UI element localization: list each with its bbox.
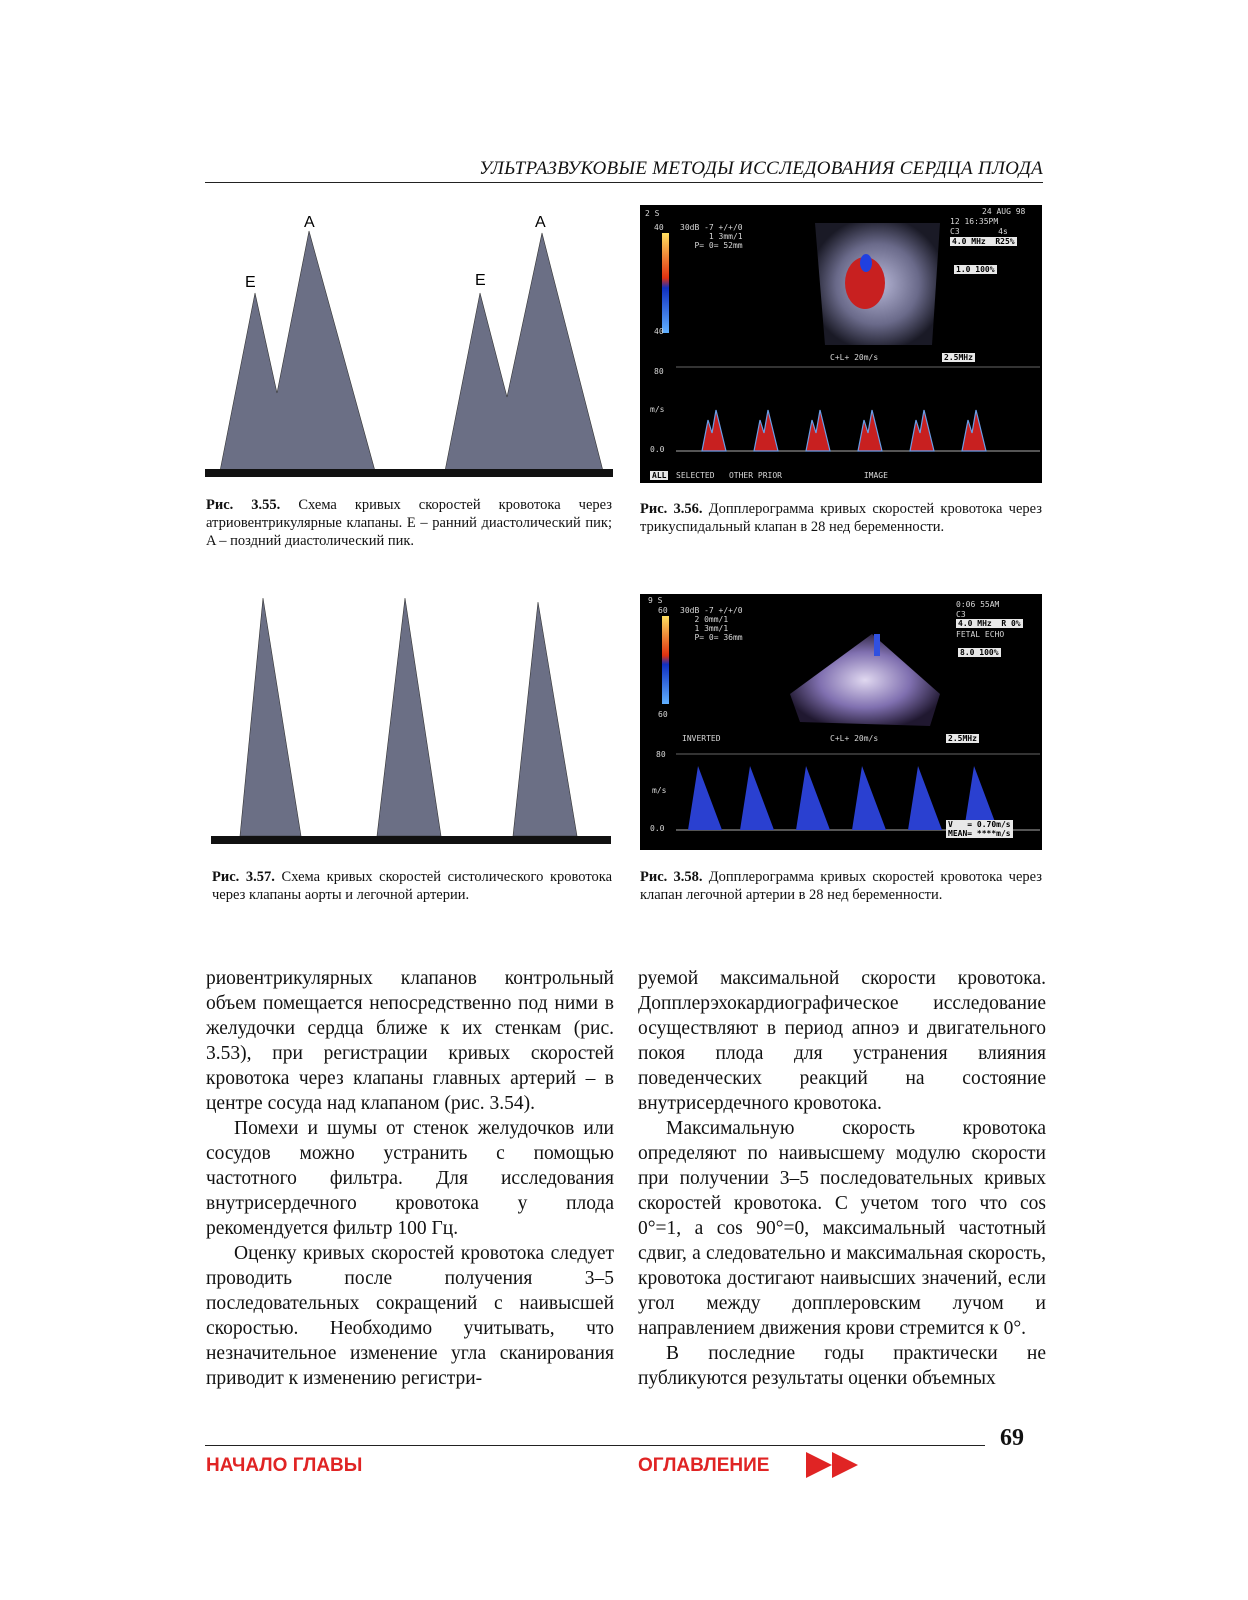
status-all-box: ALL [652, 471, 667, 480]
velocity-readout-box: V = 0.70m/s MEAN= ****m/s [948, 820, 1011, 838]
axis-unit-label: m/s [650, 405, 665, 414]
body-paragraph: риовентрикулярных клапанов контрольный объем помещается непосредственно под ними в желудочки сердца ближе к их стенкам (рис. 3.53), при регистрации кривых скоростей кровотока через клапаны главных артерий – в центре сосуда над клапаном (рис. 3.54). [206, 968, 614, 1114]
axis-top-label: 80 [654, 367, 664, 376]
status-line: SELECTED OTHER PRIOR IMAGE [676, 471, 888, 480]
header-rule [205, 182, 1043, 183]
caption-fig-3-58-text: Допплерограмма кривых скоростей кровотока через клапан легочной артерии в 28 нед беременности. [640, 869, 1042, 903]
footer-rule [205, 1445, 985, 1446]
scale-bottom-label: 40 [654, 327, 664, 336]
systolic-waveform-1 [240, 598, 301, 836]
ev-waveform-2 [445, 233, 603, 471]
caption-fig-3-58 [640, 868, 1042, 904]
caption-fig-3-55-text: Схема кривых скоростей кровотока через атриовентрикулярные клапаны. E – ранний диастолический пик; A – поздний диастолический пик. [206, 497, 612, 549]
acquisition-params: 30dB -7 +/+/0 2 0mm/1 1 3mm/1 P= 0= 36mm [680, 606, 743, 642]
scale-bottom-label: 60 [658, 710, 668, 719]
figure-3-57-diagram [205, 596, 615, 844]
ratio-box: 1.0 100% [956, 265, 995, 274]
axis-unit-label: m/s [652, 786, 667, 795]
frequency-box: 4.0 MHz R25% [952, 237, 1015, 246]
contents-link[interactable]: ОГЛАВЛЕНИЕ [638, 1455, 770, 1476]
body-column-left [206, 966, 614, 1391]
ratio-box: 8.0 100% [960, 648, 999, 657]
axis-top-label: 80 [656, 750, 666, 759]
cl-label: C+L+ 20m/s [830, 353, 879, 362]
time-readout: 12 16:35PM [950, 217, 999, 226]
label-a-2: A [535, 214, 546, 231]
ev-waveform-1 [220, 231, 375, 471]
chapter-start-link[interactable]: НАЧАЛО ГЛАВЫ [206, 1455, 363, 1476]
caption-fig-3-56-number: Рис. 3.56. [640, 501, 703, 517]
figure-3-56-doppler-screen [640, 205, 1042, 483]
figure-3-55-diagram [205, 205, 615, 477]
caption-fig-3-55 [206, 496, 612, 550]
baseline-bar [211, 836, 611, 844]
body-paragraph: руемой максимальной скорости кровотока. Допплерэхокардиографическое исследование осуществляют в период апноэ и двигательного покоя плода для устранения влияния поведенческих реакций на состояние внутрисердечного кровотока. [638, 968, 1046, 1114]
caption-fig-3-57-number: Рис. 3.57. [212, 869, 275, 885]
caption-fig-3-57-text: Схема кривых скоростей систолического кровотока через клапаны аорты и легочной артерии. [212, 869, 613, 903]
date-readout: 24 AUG 98 [982, 207, 1026, 216]
axis-zero-label: 0.0 [650, 824, 665, 833]
scale-top-label: 40 [654, 223, 664, 232]
time-readout: 0:06 55AM [956, 600, 1000, 609]
preset-label: FETAL ECHO [956, 630, 1005, 639]
baseline-bar [205, 469, 613, 477]
inverted-label: INVERTED [682, 734, 721, 743]
color-flow-blue [860, 254, 872, 272]
color-scale-bar [662, 616, 669, 704]
caption-fig-3-57 [212, 868, 612, 904]
caption-fig-3-56 [640, 500, 1042, 536]
body-paragraph: Помехи и шумы от стенок желудочков или сосудов можно устранить с помощью частотного фильтра. Для исследования внутрисердечного кровотока у плода рекомендуется фильтр 100 Гц. [206, 1118, 614, 1239]
body-paragraph: Максимальную скорость кровотока определяют по наивысшему модулю скорости при получении 3–5 последовательных кривых скоростей кровотока. С учетом того что cos 0°=1, а cos 90°=0, максимальный частотный сдвиг, а следовательно и максимальная скорость, кровотока достигают наивысших значений, если угол между допплеровским лучом и направлением движения крови стремится к 0°. [638, 1118, 1046, 1339]
figure-3-58-doppler-screen [640, 594, 1042, 850]
acquisition-params: 30dB -7 +/+/0 1 3mm/1 P= 0= 52mm [680, 223, 743, 250]
caption-fig-3-58-number: Рис. 3.58. [640, 869, 703, 885]
caption-fig-3-55-number: Рис. 3.55. [206, 497, 281, 513]
doppler-frequency-box: 2.5MHz [944, 353, 973, 362]
body-paragraph: Оценку кривых скоростей кровотока следует проводить после получения 3–5 последовательных сокращений с наивысшей скоростью. Необходимо учитывать, что незначительное изменение угла сканирования приводит к изменению регистри- [206, 1243, 614, 1389]
caption-fig-3-56-text: Допплерограмма кривых скоростей кровотока через трикуспидальный клапан в 28 нед беременности. [640, 501, 1042, 535]
label-a-1: A [304, 214, 315, 231]
probe-info: C3 4s [950, 227, 1008, 236]
axis-zero-label: 0.0 [650, 445, 665, 454]
label-e-1: E [245, 274, 256, 291]
scale-top-label: 60 [658, 606, 668, 615]
cl-label: C+L+ 20m/s [830, 734, 879, 743]
probe-label: 2 S [645, 209, 660, 218]
body-column-right [638, 966, 1046, 1391]
probe-label: 9 S [648, 596, 663, 605]
running-head: УЛЬТРАЗВУКОВЫЕ МЕТОДЫ ИССЛЕДОВАНИЯ СЕРДЦА ПЛОДА [479, 158, 1043, 179]
forward-arrows-icon[interactable] [806, 1452, 862, 1478]
color-scale-bar [662, 233, 669, 333]
systolic-waveform-2 [377, 598, 441, 836]
page-number: 69 [1000, 1425, 1024, 1451]
frequency-box: 4.0 MHz R 0% [958, 619, 1021, 628]
color-flow-jet [874, 634, 880, 656]
doppler-frequency-box: 2.5MHz [948, 734, 977, 743]
systolic-waveform-3 [513, 602, 577, 836]
probe-info: C3 [956, 610, 966, 619]
echo-sector [790, 634, 940, 726]
body-paragraph: В последние годы практически не публикуются результаты оценки объемных [638, 1343, 1046, 1389]
doppler-spectrum-peaks [702, 410, 986, 451]
label-e-2: E [475, 272, 486, 289]
